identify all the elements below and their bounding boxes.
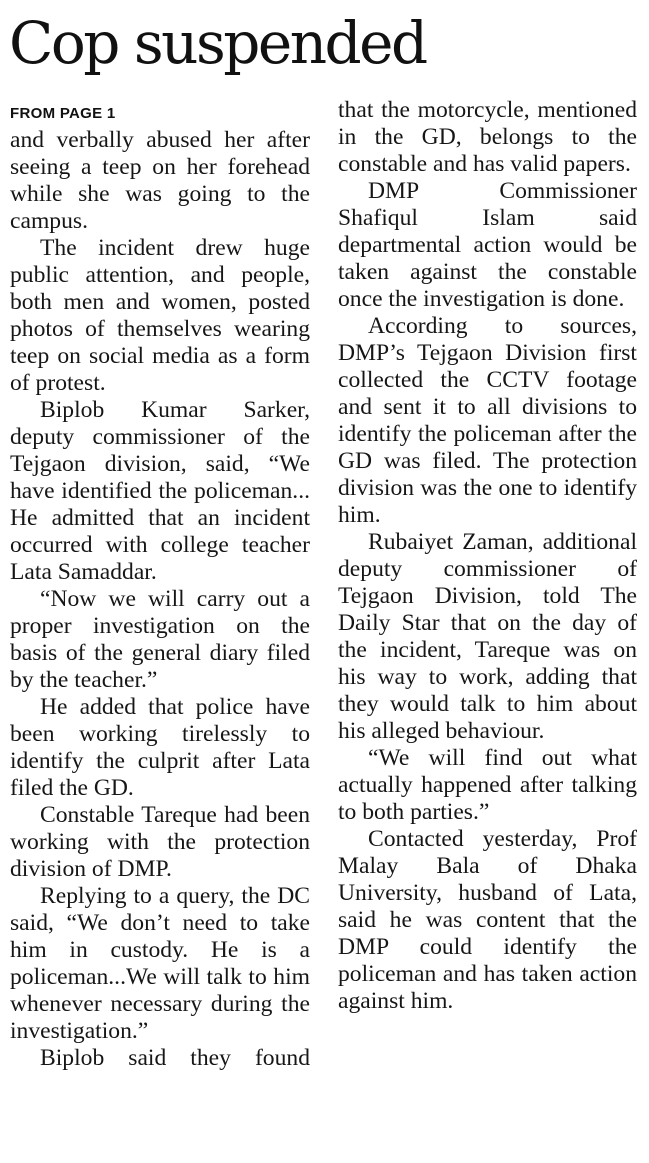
continuation-kicker: FROM PAGE 1 (10, 105, 116, 122)
paragraph: Contacted yesterday, Prof Malay Bala of Dhaka University, husband of Lata, said he was content that the DMP could identify the policeman and has taken action against him. (338, 826, 637, 1014)
paragraph: Biplob Kumar Sarker, deputy commissioner of the Tejgaon division, said, “We have identified the policeman... He admitted that an incident occurred with college teacher Lata Samaddar. (10, 397, 310, 585)
paragraph: “We will find out what actually happened after talking to both parties.” (338, 745, 637, 825)
headline: Cop suspended (9, 9, 426, 77)
paragraph: According to sources, DMP’s Tejgaon Division first collected the CCTV footage and sent it to all divisions to identify the policeman after the GD was filed. The protection division was the one to identify him. (338, 313, 637, 528)
article-column-left (10, 100, 310, 1072)
paragraph: Biplob said they found (40, 1045, 310, 1071)
article-column-right (338, 97, 637, 1015)
paragraph: that the motorcycle, mentioned in the GD, belongs to the constable and has valid papers. (338, 97, 637, 177)
paragraph: Replying to a query, the DC said, “We don’t need to take him in custody. He is a policeman...We will talk to him whenever necessary during the investigation.” (10, 883, 310, 1044)
paragraph: “Now we will carry out a proper investigation on the basis of the general diary filed by the teacher.” (10, 586, 310, 693)
paragraph: DMP Commissioner Shafiqul Islam said departmental action would be taken against the constable once the investigation is done. (338, 178, 637, 312)
paragraph: and verbally abused her after seeing a teep on her forehead while she was going to the campus. (10, 127, 310, 234)
paragraph: He added that police have been working tirelessly to identify the culprit after Lata filed the GD. (10, 694, 310, 801)
paragraph: Constable Tareque had been working with the protection division of DMP. (10, 802, 310, 882)
paragraph: The incident drew huge public attention, and people, both men and women, posted photos of themselves wearing teep on social media as a form of protest. (10, 235, 310, 396)
paragraph: Rubaiyet Zaman, additional deputy commissioner of Tejgaon Division, told The Daily Star that on the day of the incident, Tareque was on his way to work, adding that they would talk to him about his alleged behaviour. (338, 529, 637, 744)
